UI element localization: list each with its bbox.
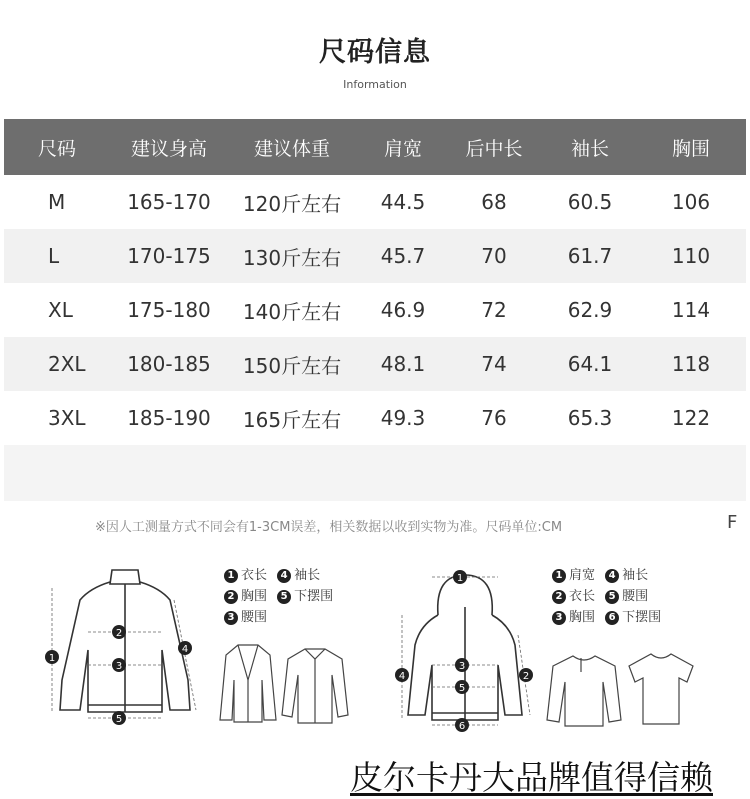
table-cell: 150斤左右: [242, 353, 342, 378]
table-cell: 62.9: [567, 298, 613, 322]
column-header: 胸围: [671, 137, 710, 160]
table-row: [4, 175, 746, 229]
column-header: 建议体重: [253, 137, 330, 160]
legend-number: 2: [224, 590, 238, 604]
svg-text:2: 2: [522, 671, 530, 682]
legend-number: 3: [552, 611, 566, 625]
table-cell: 64.1: [567, 352, 613, 376]
table-row: [4, 391, 746, 445]
table-cell: 165-170: [127, 190, 211, 214]
table-cell: 72: [481, 298, 507, 322]
column-header: 建议身高: [130, 137, 207, 160]
legend-label: 胸围: [569, 610, 596, 625]
svg-text:3: 3: [115, 661, 123, 672]
table-cell: 2XL: [48, 352, 86, 376]
table-cell: 110: [671, 244, 711, 268]
table-cell: 180-185: [127, 352, 211, 376]
page-title: 尺码信息: [319, 37, 431, 68]
measurement-note: ※因人工测量方式不同会有1-3CM误差，相关数据以收到实物为准。尺码单位:CM: [95, 520, 563, 535]
legend-number: 3: [224, 611, 238, 625]
table-cell: 170-175: [127, 244, 211, 268]
sweater-icon: [545, 650, 623, 730]
table-cell: 48.1: [380, 352, 426, 376]
svg-text:4: 4: [398, 671, 406, 682]
legend-label: 衣长: [569, 589, 596, 604]
table-cell: 114: [671, 298, 711, 322]
table-cell: 76: [481, 406, 507, 430]
page-subtitle: Information: [343, 78, 407, 91]
column-header: 后中长: [465, 137, 523, 160]
table-cell: 130斤左右: [242, 245, 342, 270]
marker-set: [395, 570, 533, 732]
svg-text:2: 2: [115, 628, 123, 639]
shirt-icon: [280, 645, 350, 725]
jacket-measure-diagram: [40, 560, 210, 730]
table-cell: 140斤左右: [242, 299, 342, 324]
size-table: [4, 119, 746, 501]
table-cell: 45.7: [380, 244, 426, 268]
table-cell: 120斤左右: [242, 191, 342, 216]
legend-number: 5: [605, 590, 619, 604]
table-cell: 46.9: [380, 298, 426, 322]
table-cell: 65.3: [567, 406, 613, 430]
svg-text:5: 5: [458, 683, 466, 694]
f-mark: F: [727, 512, 738, 533]
svg-text:5: 5: [115, 714, 123, 725]
table-cell: M: [48, 190, 66, 214]
legend-label: 衣长: [241, 568, 268, 583]
legend-label: 腰围: [622, 589, 649, 604]
svg-text:1: 1: [48, 653, 56, 664]
table-row: [4, 283, 746, 337]
table-cell: 106: [671, 190, 711, 214]
table-cell: L: [48, 244, 60, 268]
tshirt-icon: [625, 650, 697, 728]
table-cell: 44.5: [380, 190, 426, 214]
svg-text:3: 3: [458, 661, 466, 672]
table-cell: 118: [671, 352, 711, 376]
table-cell: 60.5: [567, 190, 613, 214]
legend-label: 下摆围: [294, 589, 334, 604]
legend-number: 6: [605, 611, 619, 625]
table-cell: 70: [481, 244, 507, 268]
table-row: [4, 229, 746, 283]
legend-number: 5: [277, 590, 291, 604]
legend-label: 胸围: [241, 589, 268, 604]
legend-number: 2: [552, 590, 566, 604]
legend-label: 袖长: [622, 568, 649, 583]
legend-number: 4: [277, 569, 291, 583]
table-cell: XL: [48, 298, 73, 322]
hoodie-legend: [552, 565, 667, 628]
svg-text:4: 4: [181, 644, 189, 655]
column-header: 尺码: [38, 137, 77, 160]
column-header: 肩宽: [383, 137, 422, 160]
table-cell: 165斤左右: [242, 407, 342, 432]
jacket-legend: [224, 565, 339, 628]
table-cell: 3XL: [48, 406, 86, 430]
table-cell: 61.7: [567, 244, 613, 268]
legend-label: 腰围: [241, 610, 268, 625]
table-cell: 175-180: [127, 298, 211, 322]
legend-number: 4: [605, 569, 619, 583]
table-blank-row: [4, 445, 746, 501]
svg-text:6: 6: [458, 721, 466, 732]
table-cell: 122: [671, 406, 711, 430]
table-cell: 74: [481, 352, 507, 376]
brand-slogan: 皮尔卡丹大品牌值得信赖: [350, 758, 713, 797]
legend-label: 下摆围: [622, 610, 662, 625]
table-row: [4, 337, 746, 391]
suit-jacket-icon: [218, 640, 278, 725]
table-cell: 68: [481, 190, 507, 214]
hoodie-measure-diagram: [390, 565, 545, 735]
legend-number: 1: [552, 569, 566, 583]
svg-text:1: 1: [456, 573, 464, 584]
table-cell: 49.3: [380, 406, 426, 430]
legend-label: 袖长: [294, 568, 321, 583]
column-header: 袖长: [570, 137, 609, 160]
table-cell: 185-190: [127, 406, 211, 430]
legend-label: 肩宽: [569, 568, 596, 583]
table-header: [4, 119, 746, 175]
legend-number: 1: [224, 569, 238, 583]
